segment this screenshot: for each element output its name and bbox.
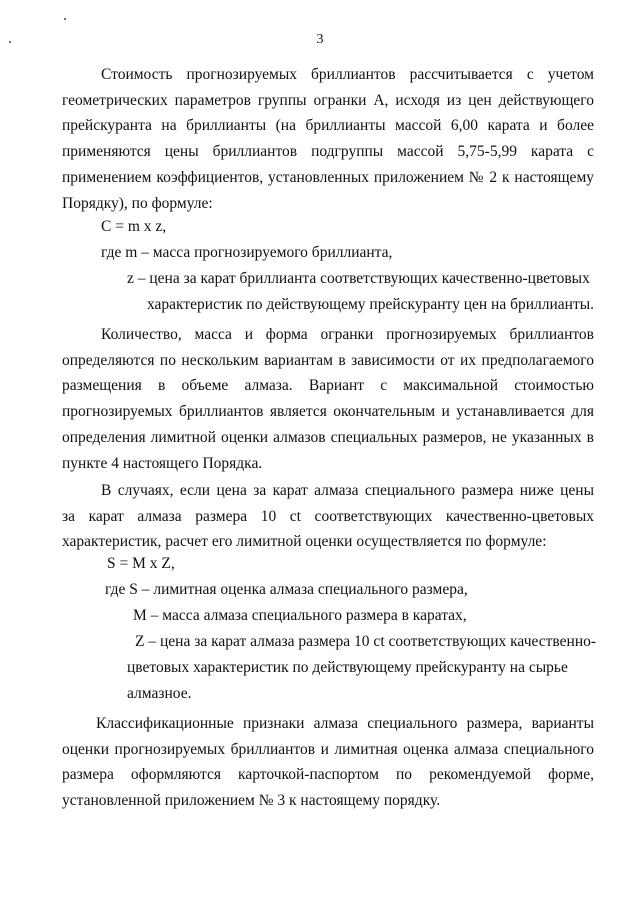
definition-m-carats: М – масса алмаза специального размера в каратах, (133, 607, 467, 624)
formula-c: С = m x z, (101, 218, 167, 235)
paragraph-line: применением коэффициентов, установленных приложением № 2 к настоящему (62, 168, 594, 186)
scan-speck (64, 18, 66, 20)
paragraph-line: оценки прогнозируемых бриллиантов и лимитная оценка алмаза специального (62, 740, 594, 758)
paragraph-line: пункте 4 настоящего Порядка. (62, 454, 263, 472)
paragraph-special-size (62, 478, 594, 555)
definition-m: где m – масса прогнозируемого бриллианта, (101, 244, 393, 261)
paragraph-line: В случаях, если цена за карат алмаза специального размера ниже цены (101, 482, 594, 499)
page-number: 3 (316, 32, 324, 47)
paragraph-line: размещения в объеме алмаза. Вариант с максимальной стоимостью (62, 377, 594, 395)
paragraph-line: прогнозируемых бриллиантов является окончательным и устанавливается для (62, 403, 594, 421)
paragraph-line: прейскуранта на бриллианты (на бриллианты массой 6,00 карата и более (62, 117, 594, 135)
paragraph-line: геометрических параметров группы огранки А, исходя из цен действующего (62, 91, 594, 109)
paragraph-line: Порядку), по формуле: (62, 194, 213, 212)
paragraph-line: за карат алмаза размера 10 ct соответствующих качественно-цветовых (62, 507, 594, 525)
paragraph-classification (62, 711, 594, 814)
paragraph-line: Стоимость прогнозируемых бриллиантов рассчитывается с учетом (101, 66, 594, 83)
paragraph-line: Классификационные признаки алмаза специального размера, варианты (96, 715, 594, 732)
paragraph-variants (62, 322, 594, 476)
paragraph-line: определения лимитной оценки алмазов специальных размеров, не указанных в (62, 428, 594, 446)
definition-z-line: цветовых характеристик по действующему прейскуранту на сырье (127, 659, 568, 676)
formula-s: S = M x Z, (107, 555, 175, 572)
paragraph-line: размера оформляются карточкой-паспортом по рекомендуемой форме, (62, 766, 594, 784)
paragraph-line: Количество, масса и форма огранки прогнозируемых бриллиантов (101, 326, 594, 343)
definition-z-line: Z – цена за карат алмаза размера 10 ct соответствующих качественно- (135, 633, 597, 650)
paragraph-pricing-method (62, 62, 594, 216)
paragraph-line: определяются по нескольким вариантам в зависимости от их предполагаемого (62, 351, 594, 369)
definition-s: где S – лимитная оценка алмаза специального размера, (105, 581, 468, 598)
definition-z-line: z – цена за карат бриллианта соответствующих качественно-цветовых (127, 270, 590, 287)
definition-z-line: алмазное. (127, 685, 192, 702)
paragraph-line: характеристик, расчет его лимитной оценки осуществляется по формуле: (62, 533, 547, 551)
definition-z-line: характеристик по действующему прейскуранту цен на бриллианты. (147, 296, 595, 313)
paragraph-line: применяются цены бриллиантов подгруппы массой 5,75-5,99 карата с (62, 143, 594, 161)
paragraph-line: установленной приложением № 3 к настоящему порядку. (62, 792, 441, 810)
